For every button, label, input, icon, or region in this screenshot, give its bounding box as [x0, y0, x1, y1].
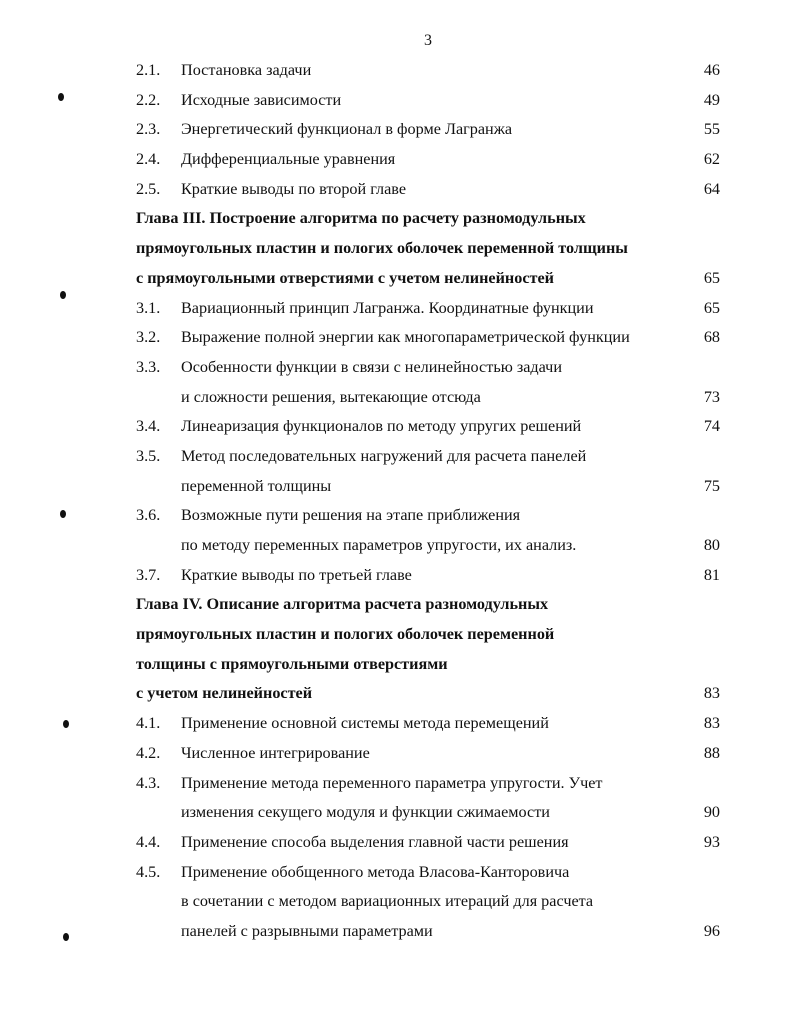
section-title: Численное интегрирование — [181, 743, 370, 762]
section-number: 3.7. — [136, 565, 161, 584]
page-ref: 73 — [703, 387, 720, 406]
chapter-title: прямоугольных пластин и пологих оболочек переменной толщины — [136, 239, 628, 258]
page-ref: 90 — [703, 803, 720, 822]
section-title: по методу переменных параметров упругости, их анализ. — [181, 536, 577, 554]
section-number: 3.4. — [136, 417, 161, 436]
toc-row — [0, 798, 796, 828]
section-number: 3.3. — [136, 357, 161, 376]
section-number: 4.5. — [136, 862, 161, 881]
section-number: 4.2. — [136, 743, 161, 762]
section-number: 4.3. — [136, 773, 161, 792]
chapter-heading-row — [0, 264, 796, 294]
page-ref: 65 — [703, 268, 720, 287]
page-ref: 96 — [703, 921, 720, 940]
toc-row — [0, 472, 796, 502]
section-title: Особенности функции в связи с нелинейностью задачи — [181, 357, 562, 376]
section-title: Вариационный принцип Лагранжа. Координатные функции — [181, 298, 594, 317]
chapter-heading-row — [0, 620, 796, 650]
page-ref: 74 — [703, 417, 720, 436]
section-title: и сложности решения, вытекающие отсюда — [181, 387, 481, 406]
page-ref: 62 — [703, 150, 720, 169]
toc-row — [0, 531, 796, 561]
chapter-heading-row — [0, 679, 796, 709]
section-title: Метод последовательных нагружений для расчета панелей — [181, 446, 587, 465]
section-title: Возможные пути решения на этапе приближения — [181, 506, 521, 525]
section-title: Исходные зависимости — [181, 90, 342, 109]
section-title: Дифференциальные уравнения — [181, 150, 396, 169]
page-ref: 55 — [703, 120, 720, 139]
toc-row — [0, 383, 796, 413]
section-number: 3.6. — [136, 506, 161, 525]
toc-row — [0, 858, 796, 888]
page-ref: 88 — [703, 743, 720, 762]
section-title: Энергетический функционал в форме Лагранжа — [181, 120, 513, 139]
chapter-title: толщины с прямоугольными отверстиями — [136, 654, 448, 673]
section-title: Применение обобщенного метода Власова-Канторовича — [181, 862, 570, 881]
section-number: 2.1. — [136, 61, 161, 79]
section-title: Постановка задачи — [181, 61, 312, 79]
section-number: 4.4. — [136, 832, 161, 851]
section-title: переменной толщины — [181, 476, 332, 495]
section-title: Краткие выводы по второй главе — [181, 179, 407, 198]
section-number: 3.1. — [136, 298, 161, 317]
toc-row — [0, 887, 796, 917]
toc-row — [0, 56, 796, 86]
chapter-title: Глава IV. Описание алгоритма расчета разномодульных — [136, 595, 549, 614]
chapter-title: прямоугольных пластин и пологих оболочек переменной — [136, 625, 555, 644]
toc-row — [0, 145, 796, 175]
section-title: Выражение полной энергии как многопараметрической функции — [181, 328, 630, 347]
page-ref: 83 — [703, 714, 720, 733]
toc-row — [0, 412, 796, 442]
table-of-contents — [0, 56, 796, 947]
section-title: изменения секущего модуля и функции сжимаемости — [181, 803, 550, 822]
section-title: Применение способа выделения главной части решения — [181, 832, 569, 851]
page-number: 3 — [424, 32, 432, 49]
chapter-title: с прямоугольными отверстиями с учетом нелинейностей — [136, 268, 554, 287]
toc-row — [0, 294, 796, 324]
page-ref: 65 — [703, 298, 720, 317]
toc-row — [0, 442, 796, 472]
toc-row — [0, 828, 796, 858]
page-ref: 81 — [703, 565, 720, 584]
toc-row — [0, 561, 796, 591]
section-number: 4.1. — [136, 714, 161, 733]
page-ref: 68 — [703, 328, 720, 347]
section-title: Применение метода переменного параметра упругости. Учет — [181, 773, 603, 792]
section-number: 2.3. — [136, 120, 161, 139]
section-title: Линеаризация функционалов по методу упругих решений — [181, 417, 582, 436]
toc-row — [0, 917, 796, 947]
section-title: панелей с разрывными параметрами — [181, 921, 433, 940]
page-ref: 93 — [703, 832, 720, 851]
chapter-title: с учетом нелинейностей — [136, 684, 313, 703]
section-number: 2.2. — [136, 90, 161, 109]
page-ref: 80 — [703, 536, 720, 554]
toc-row — [0, 115, 796, 145]
toc-row — [0, 86, 796, 116]
toc-row — [0, 175, 796, 205]
chapter-heading-row — [0, 204, 796, 234]
toc-row — [0, 323, 796, 353]
section-number: 2.4. — [136, 150, 161, 169]
section-title: в сочетании с методом вариационных итераций для расчета — [181, 892, 594, 911]
page-ref: 83 — [703, 684, 720, 703]
section-title: Краткие выводы по третьей главе — [181, 565, 412, 584]
chapter-heading-row — [0, 590, 796, 620]
section-number: 3.5. — [136, 446, 161, 465]
page-ref: 49 — [703, 90, 720, 109]
toc-row — [0, 769, 796, 799]
toc-row — [0, 739, 796, 769]
toc-row — [0, 709, 796, 739]
page-ref: 64 — [703, 179, 720, 198]
section-number: 3.2. — [136, 328, 161, 347]
chapter-title: Глава III. Построение алгоритма по расчету разномодульных — [136, 209, 586, 228]
page-ref: 75 — [703, 476, 720, 495]
toc-row — [0, 501, 796, 531]
page-ref: 46 — [703, 61, 720, 79]
chapter-heading-row — [0, 650, 796, 680]
section-title: Применение основной системы метода перемещений — [181, 714, 549, 733]
toc-row — [0, 353, 796, 383]
chapter-heading-row — [0, 234, 796, 264]
section-number: 2.5. — [136, 179, 161, 198]
